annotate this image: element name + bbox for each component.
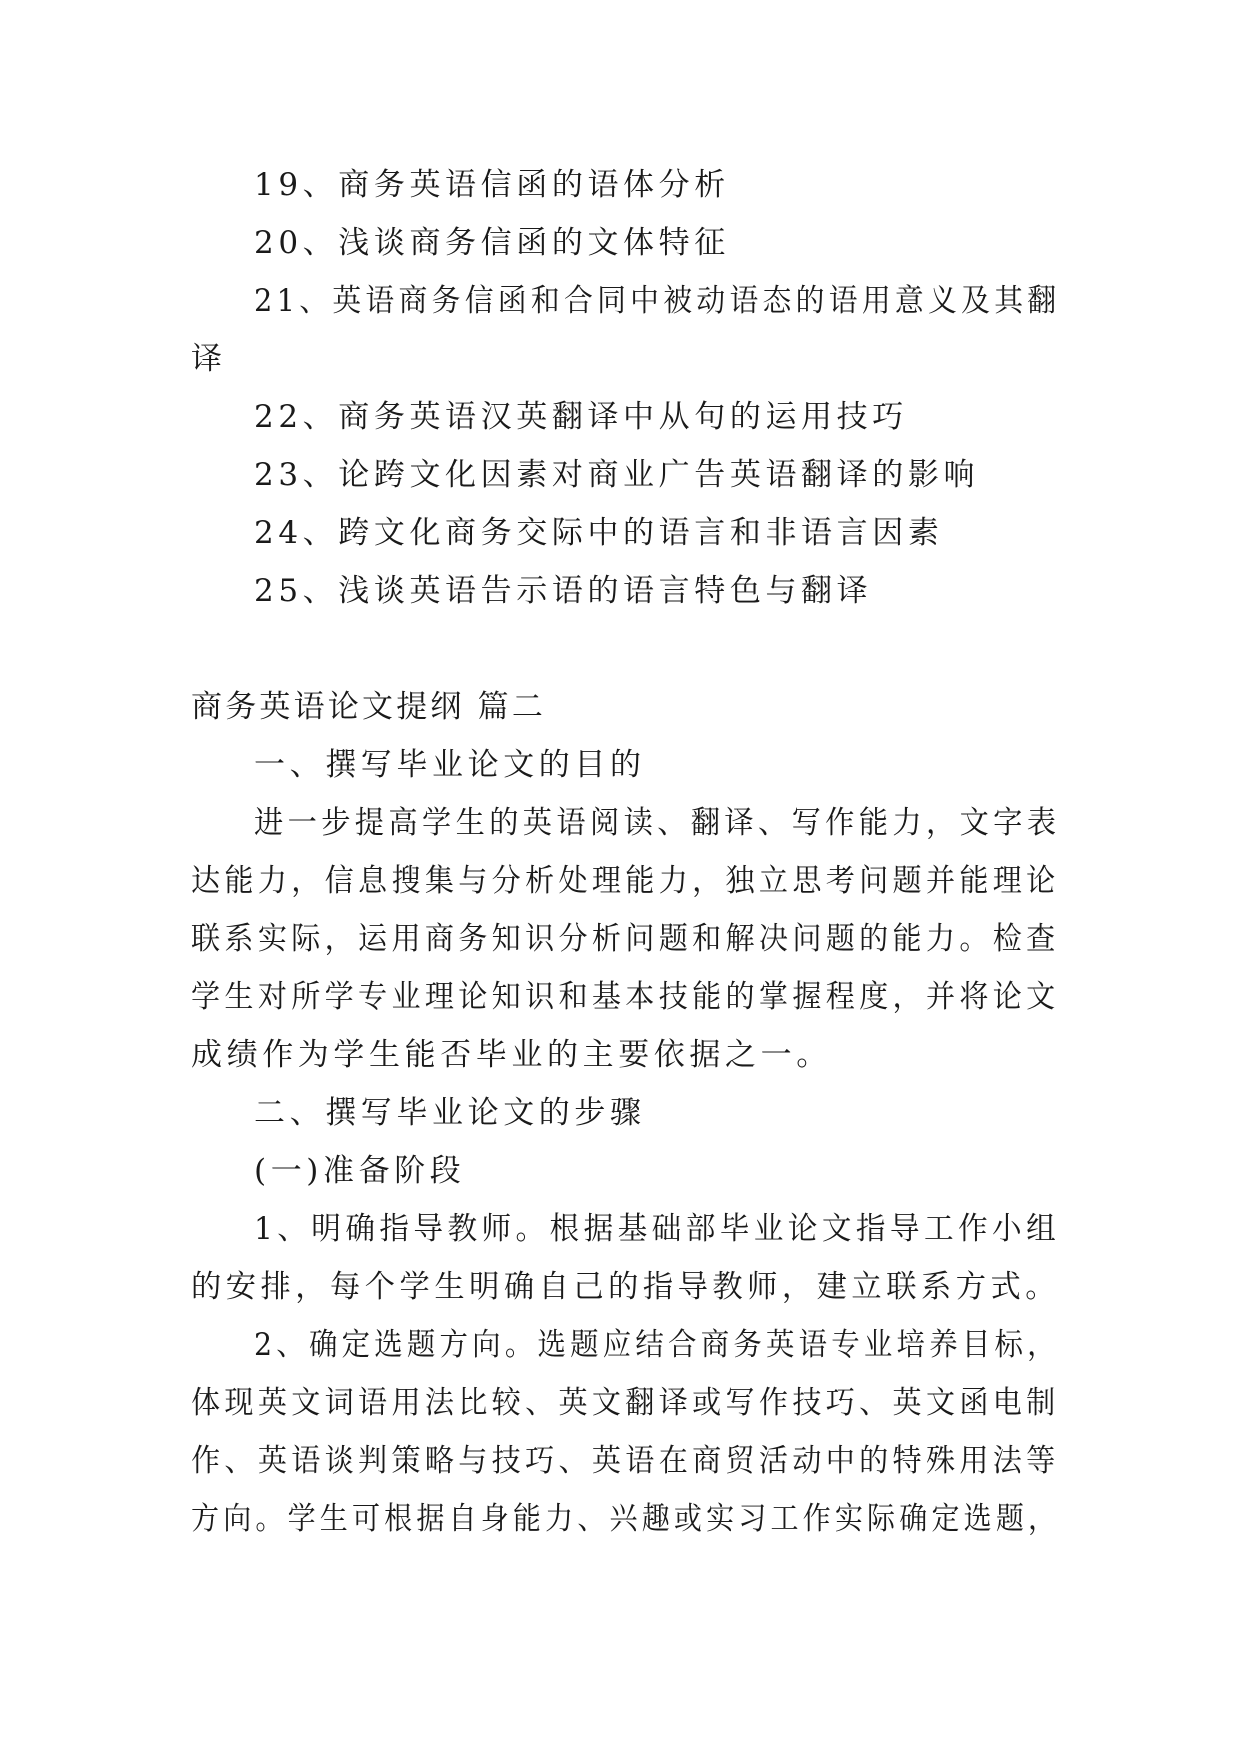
paragraph-line: 进一步提高学生的英语阅读、翻译、写作能力，文字表	[254, 805, 1061, 841]
paragraph-line: 学生对所学专业理论知识和基本技能的掌握程度，并将论文	[191, 979, 1060, 1015]
paragraph-line: 方向。学生可根据自身能力、兴趣或实习工作实际确定选题，	[191, 1501, 1061, 1537]
section-title: 商务英语论文提纲 篇二	[191, 689, 547, 725]
heading-steps: 二、撰写毕业论文的步骤	[254, 1095, 646, 1131]
topic-item: 23、论跨文化因素对商业广告英语翻译的影响	[254, 457, 980, 493]
paragraph-line: 作、英语谈判策略与技巧、英语在商贸活动中的特殊用法等	[191, 1443, 1060, 1479]
topic-item: 24、跨文化商务交际中的语言和非语言因素	[254, 515, 944, 551]
paragraph-line: 体现英文词语用法比较、英文翻译或写作技巧、英文函电制	[191, 1385, 1060, 1421]
topic-item: 22、商务英语汉英翻译中从句的运用技巧	[254, 399, 908, 435]
topic-item: 21、英语商务信函和合同中被动语态的语用意义及其翻	[254, 283, 1061, 319]
subheading-preparation: (一)准备阶段	[254, 1153, 466, 1189]
paragraph-line: 达能力，信息搜集与分析处理能力，独立思考问题并能理论	[191, 863, 1060, 899]
heading-purpose: 一、撰写毕业论文的目的	[254, 747, 646, 783]
topic-item: 25、浅谈英语告示语的语言特色与翻译	[254, 573, 873, 609]
topic-item: 19、商务英语信函的语体分析	[254, 167, 730, 203]
paragraph-line: 成绩作为学生能否毕业的主要依据之一。	[191, 1037, 832, 1073]
topic-item: 20、浅谈商务信函的文体特征	[254, 225, 730, 261]
paragraph-line: 的安排，每个学生明确自己的指导教师，建立联系方式。	[191, 1269, 1060, 1305]
paragraph-line: 联系实际，运用商务知识分析问题和解决问题的能力。检查	[191, 921, 1060, 957]
paragraph-line: 2、确定选题方向。选题应结合商务英语专业培养目标，	[254, 1327, 1060, 1363]
topic-item-continuation: 译	[191, 341, 227, 377]
paragraph-line: 1、明确指导教师。根据基础部毕业论文指导工作小组	[254, 1211, 1061, 1247]
